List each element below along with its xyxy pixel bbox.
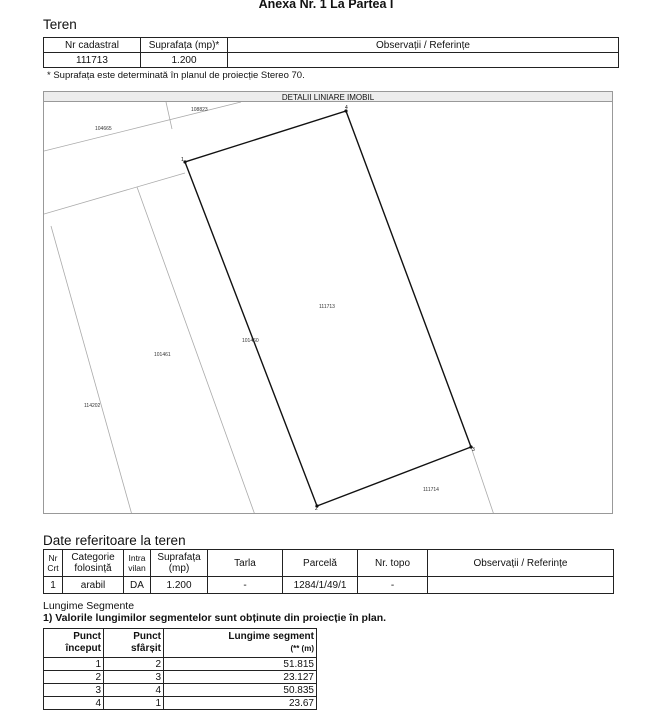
header-punct-inceput bbox=[44, 629, 104, 658]
header-parcela: Parcelă bbox=[283, 550, 358, 577]
table-row bbox=[44, 697, 317, 710]
parcel-label-111713: 111713 bbox=[319, 304, 335, 310]
header-intravilan-line1: Intra bbox=[128, 553, 146, 563]
header-lungime-line1: Lungime segment bbox=[228, 631, 314, 642]
document-title: Anexa Nr. 1 La Partea I bbox=[258, 0, 394, 11]
segment-from: 2 bbox=[44, 671, 104, 684]
observatii-value bbox=[228, 53, 619, 68]
header-categorie bbox=[63, 550, 124, 577]
point-label-2: 2 bbox=[315, 506, 318, 512]
header-observatii: Observații / Referințe bbox=[228, 38, 619, 53]
parcel-label-111714: 111714 bbox=[423, 487, 439, 493]
point-label-3: 3 bbox=[472, 447, 475, 453]
table-row bbox=[44, 658, 317, 671]
header-inceput-line1: Punct bbox=[73, 631, 101, 642]
segment-length: 23.67 bbox=[164, 697, 317, 710]
teren-table bbox=[43, 37, 619, 68]
segment-to: 1 bbox=[104, 697, 164, 710]
header-suprafata-line1: Suprafața bbox=[157, 552, 201, 563]
lungime-table bbox=[43, 628, 317, 710]
header-lungime-segment bbox=[164, 629, 317, 658]
boundary-line bbox=[166, 102, 172, 129]
header-tarla: Tarla bbox=[208, 550, 283, 577]
nr-cadastral-value: 111713 bbox=[44, 53, 141, 68]
segment-to: 2 bbox=[104, 658, 164, 671]
header-suprafata-mp bbox=[151, 550, 208, 577]
point-label-4: 4 bbox=[345, 105, 348, 111]
boundary-line bbox=[137, 187, 255, 514]
header-categorie-line2: folosință bbox=[74, 563, 112, 574]
teren-heading: Teren bbox=[43, 17, 77, 32]
plan-header: DETALII LINIARE IMOBIL bbox=[43, 91, 613, 102]
header-intravilan-line2: vilan bbox=[128, 563, 146, 573]
parcel-label-104665: 104665 bbox=[95, 126, 112, 132]
header-lungime-line2: (** (m) bbox=[290, 644, 314, 653]
lungime-heading: Lungime Segmente bbox=[43, 600, 135, 612]
boundary-line bbox=[44, 102, 241, 151]
segment-length: 50.835 bbox=[164, 684, 317, 697]
row-observatii bbox=[428, 577, 614, 594]
header-sfarsit-line1: Punct bbox=[133, 631, 161, 642]
header-punct-sfarsit bbox=[104, 629, 164, 658]
plan-svg bbox=[44, 102, 613, 514]
parcel-label-101461: 101461 bbox=[154, 352, 171, 358]
row-nr-crt: 1 bbox=[44, 577, 63, 594]
header-nr-crt-line2: Crt bbox=[47, 563, 59, 573]
segment-from: 3 bbox=[44, 684, 104, 697]
parcel-label-101460: 101460 bbox=[242, 338, 259, 344]
header-intravilan bbox=[124, 550, 151, 577]
boundary-line bbox=[51, 226, 132, 514]
row-parcela: 1284/1/49/1 bbox=[283, 577, 358, 594]
boundary-line bbox=[44, 173, 185, 214]
row-nr-topo: - bbox=[358, 577, 428, 594]
header-nr-crt bbox=[44, 550, 63, 577]
parcel-label-108823: 108823 bbox=[191, 107, 208, 113]
parcel-label-114202: 114202 bbox=[84, 403, 101, 409]
suprafata-value: 1.200 bbox=[141, 53, 228, 68]
row-intravilan: DA bbox=[124, 577, 151, 594]
segment-from: 4 bbox=[44, 697, 104, 710]
header-nr-topo: Nr. topo bbox=[358, 550, 428, 577]
row-categorie: arabil bbox=[63, 577, 124, 594]
header-inceput-line2: început bbox=[65, 643, 101, 654]
date-referitoare-table bbox=[43, 549, 614, 594]
header-suprafata-line2: (mp) bbox=[168, 563, 190, 574]
footnote: * Suprafața este determinată în planul de proiecție Stereo 70. bbox=[47, 70, 305, 81]
segment-to: 4 bbox=[104, 684, 164, 697]
header-nr-crt-line1: Nr bbox=[48, 553, 58, 563]
header-suprafata: Suprafața (mp)* bbox=[141, 38, 228, 53]
segment-length: 51.815 bbox=[164, 658, 317, 671]
segment-to: 3 bbox=[104, 671, 164, 684]
point-marker bbox=[183, 160, 186, 163]
plan-drawing bbox=[43, 101, 613, 514]
segment-from: 1 bbox=[44, 658, 104, 671]
point-label-1: 1 bbox=[181, 157, 184, 163]
header-observatii-referinte: Observații / Referințe bbox=[428, 550, 614, 577]
header-sfarsit-line2: sfârșit bbox=[130, 643, 161, 654]
table-row bbox=[44, 671, 317, 684]
boundary-line bbox=[471, 447, 494, 514]
table-row bbox=[44, 684, 317, 697]
date-referitoare-heading: Date referitoare la teren bbox=[43, 533, 186, 548]
lungime-note: 1) Valorile lungimilor segmentelor sunt obținute din proiecție în plan. bbox=[43, 612, 387, 624]
header-nr-cadastral: Nr cadastral bbox=[44, 38, 141, 53]
row-suprafata: 1.200 bbox=[151, 577, 208, 594]
row-tarla: - bbox=[208, 577, 283, 594]
segment-length: 23.127 bbox=[164, 671, 317, 684]
header-categorie-line1: Categorie bbox=[71, 552, 115, 563]
